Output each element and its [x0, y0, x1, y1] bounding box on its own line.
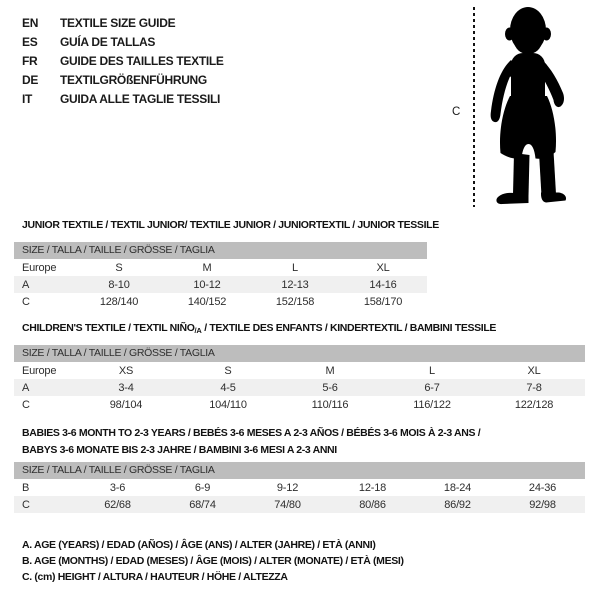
footnote-age-months: B. AGE (MONTHS) / EDAD (MESES) / ÂGE (MOIS) / ALTER (MONATE) / ETÀ (MESI) [22, 555, 404, 567]
baby-silhouette-image [483, 3, 573, 205]
table-row [14, 293, 427, 310]
size-cell: 6-9 [194, 481, 211, 494]
size-cell: 3-6 [109, 481, 126, 494]
size-cell: 14-16 [369, 278, 397, 291]
row-label: C [22, 498, 30, 511]
language-code: FR [22, 53, 38, 68]
junior-table-title: JUNIOR TEXTILE / TEXTIL JUNIOR/ TEXTILE JUNIOR / JUNIORTEXTIL / JUNIOR TESSILE [22, 219, 439, 231]
language-code: ES [22, 34, 38, 49]
size-cell: 3-4 [118, 381, 134, 394]
size-cell: 110/116 [311, 398, 349, 411]
size-cell: 104/110 [209, 398, 247, 411]
size-cell: 74/80 [274, 498, 301, 511]
guide-title-fr: GUIDE DES TAILLES TEXTILE [60, 53, 224, 68]
language-row-es [22, 32, 224, 51]
size-cell: 8-10 [108, 278, 130, 291]
size-cell: 86/92 [444, 498, 471, 511]
size-cell: 140/152 [187, 295, 227, 308]
babies-title-line1: BABIES 3-6 MONTH TO 2-3 YEARS / BEBÉS 3-6 MESES A 2-3 AÑOS / BÉBÉS 3-6 MOIS À 2-3 ANS / [22, 427, 481, 439]
table-row [14, 379, 585, 396]
size-cell: 158/170 [363, 295, 403, 308]
language-title-list [22, 13, 224, 108]
row-label: C [22, 295, 30, 308]
size-cell: 4-5 [220, 381, 236, 394]
babies-title-line2: BABYS 3-6 MONATE BIS 2-3 JAHRE / BAMBINI 3-6 MESI A 2-3 ANNI [22, 444, 337, 456]
babies-table-title [22, 425, 480, 459]
footnote-age-years: A. AGE (YEARS) / EDAD (AÑOS) / ÂGE (ANS) / ALTER (JAHRE) / ETÀ (ANNI) [22, 539, 376, 551]
size-cell: 7-8 [526, 381, 542, 394]
table-row [14, 479, 585, 496]
children-size-header-bar: SIZE / TALLA / TAILLE / GRÖSSE / TAGLIA [14, 345, 585, 362]
children-title-part2: / TEXTILE DES ENFANTS / KINDERTEXTIL / BAMBINI TESSILE [201, 322, 497, 334]
size-cell: 24-36 [528, 481, 557, 494]
language-row-it [22, 89, 224, 108]
size-cell: L [429, 364, 435, 377]
size-cell: 152/158 [275, 295, 315, 308]
language-row-en [22, 13, 224, 32]
size-cell: XL [376, 261, 390, 274]
size-cell: 9-12 [276, 481, 299, 494]
row-label: C [22, 398, 30, 411]
size-cell: S [115, 261, 123, 274]
guide-title-de: TEXTILGRÖßENFÜHRUNG [60, 72, 207, 87]
footnote-height-cm: C. (cm) HEIGHT / ALTURA / HAUTEUR / HÖHE / ALTEZZA [22, 571, 288, 583]
size-cell: L [292, 261, 298, 274]
children-size-table [14, 362, 585, 413]
size-cell: 10-12 [193, 278, 221, 291]
children-title-part1: CHILDREN'S TEXTILE / TEXTIL NIÑO [22, 322, 195, 334]
language-row-fr [22, 51, 224, 70]
children-title-subscript: /A [194, 326, 202, 335]
silhouette-path [491, 7, 566, 204]
row-label: Europe [22, 364, 57, 377]
table-row [14, 496, 585, 513]
language-code: DE [22, 72, 39, 87]
guide-title-es: GUÍA DE TALLAS [60, 34, 156, 49]
table-row [14, 396, 585, 413]
size-cell: 116/122 [413, 398, 451, 411]
row-label: B [22, 481, 30, 494]
language-row-de [22, 70, 224, 89]
size-cell: 62/68 [104, 498, 131, 511]
table-row [14, 362, 585, 379]
size-cell: M [202, 261, 212, 274]
size-cell: 12-18 [358, 481, 387, 494]
size-cell: S [224, 364, 232, 377]
size-cell: 12-13 [281, 278, 309, 291]
row-label: Europe [22, 261, 57, 274]
size-cell: XS [118, 364, 134, 377]
table-row [14, 276, 427, 293]
size-cell: 122/128 [514, 398, 554, 411]
height-dashed-line [473, 7, 475, 207]
size-cell: 5-6 [322, 381, 338, 394]
children-table-title [22, 320, 496, 339]
size-cell: 92/98 [529, 498, 556, 511]
row-label: A [22, 278, 30, 291]
guide-title-it: GUIDA ALLE TAGLIE TESSILI [60, 91, 221, 106]
junior-size-header-bar: SIZE / TALLA / TAILLE / GRÖSSE / TAGLIA [14, 242, 427, 259]
size-cell: 80/86 [359, 498, 386, 511]
size-cell: 6-7 [424, 381, 440, 394]
babies-size-table [14, 479, 585, 513]
size-cell: 128/140 [99, 295, 139, 308]
size-cell: XL [527, 364, 541, 377]
size-cell: M [325, 364, 335, 377]
size-cell: 18-24 [443, 481, 472, 494]
junior-size-table [14, 259, 427, 310]
table-row [14, 259, 427, 276]
size-cell: 98/104 [109, 398, 143, 411]
height-marker-label: C [452, 106, 461, 118]
guide-title-en: TEXTILE SIZE GUIDE [60, 15, 176, 30]
babies-size-header-bar: SIZE / TALLA / TAILLE / GRÖSSE / TAGLIA [14, 462, 585, 479]
language-code: EN [22, 15, 39, 30]
language-code: IT [22, 91, 33, 106]
footnotes-block [22, 537, 404, 585]
size-cell: 68/74 [189, 498, 216, 511]
row-label: A [22, 381, 30, 394]
